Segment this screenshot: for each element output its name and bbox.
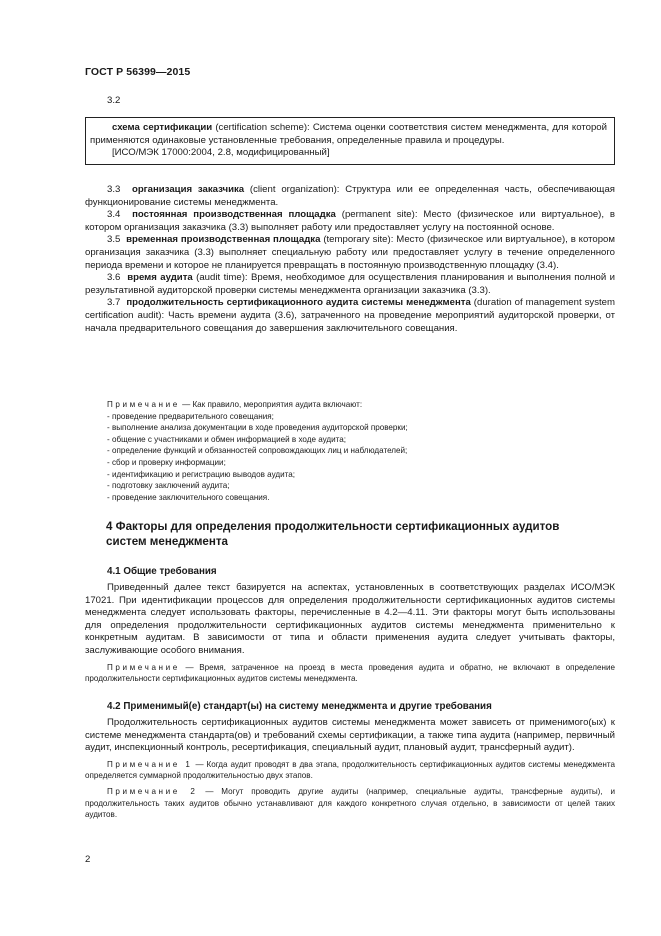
section-4-title: 4 Факторы для определения продолжительности сертификационных аудитов систем менеджмента	[106, 520, 560, 548]
term-number: 3.5	[107, 234, 121, 246]
document-header: ГОСТ Р 56399—2015	[85, 66, 191, 78]
definition-text	[90, 122, 607, 147]
note-activities	[85, 399, 615, 503]
term-3-6	[85, 272, 615, 297]
definition-box	[85, 117, 615, 165]
definition-reference: [ИСО/МЭК 17000:2004, 2.8, модифицированный]	[112, 147, 330, 159]
term-number: 3.6	[107, 272, 121, 284]
term-definition: (duration of management system certification audit): Часть времени аудита (3.6), затраченного на проведение мероприятий аудиторской проверки, от начала предварительного совещания до завершения заключительного совещания.	[85, 297, 615, 334]
term-3-4	[85, 209, 615, 234]
note-text: — Время, затраченное на проезд в места проведения аудита и обратно, не включают в определение продолжительности сертификационных аудитов системы менеджмента.	[85, 662, 615, 684]
clause-3-2-number: 3.2	[107, 95, 121, 106]
term-name: продолжительность сертификационного аудита системы менеджмента	[126, 297, 471, 309]
section-4-2	[85, 700, 615, 821]
terms-list	[85, 184, 615, 335]
page-number: 2	[85, 854, 91, 865]
note-list-item: - общение с участниками и обмен информацией в ходе аудита;	[107, 434, 347, 444]
note-text: — Могут проводить другие аудиты (например, специальные аудиты, трансферные аудиты), и продолжительность таких аудитов обычно устанавливают для каждого конкретного случая отдельно, в зависимости от целей таких аудитов.	[85, 786, 615, 820]
definition-term: схема сертификации	[112, 122, 213, 133]
section-4-1-heading: 4.1 Общие требования	[107, 566, 217, 577]
clause-3-2-number-block	[85, 95, 615, 108]
term-definition: (client organization): Структура или ее определенная часть, обеспечивающая функционирование системы менеджмента.	[85, 184, 615, 208]
term-3-3	[85, 184, 615, 209]
term-definition: (temporary site): Место (физическое или виртуальное), в котором организация заказчика (3.3) выполняет специальную работу или предоставляет услугу в течение определенного периода времени и которое не планируется превращать в постоянную производственную площадку (3.4).	[85, 234, 615, 271]
note-list-item: - сбор и проверку информации;	[107, 457, 226, 467]
term-name: время аудита	[127, 272, 193, 284]
note-label: Примечание	[107, 400, 180, 409]
term-3-5	[85, 234, 615, 272]
term-3-7	[85, 297, 615, 335]
section-4-2-text: Продолжительность сертификационных аудитов системы менеджмента может зависеть от применимого(ых) к системе менеджмента стандарта(ов) и требований схемы сертификации, а также типа аудита (например, первичный аудит, инспекционный контроль, ресертификация, специальный аудит, плановый аудит, трансферный аудит).	[85, 717, 615, 754]
term-number: 3.4	[107, 209, 121, 221]
note-label: Примечание 1	[107, 759, 193, 769]
note-list-item: - подготовку заключений аудита;	[107, 481, 230, 491]
note-label: Примечание 2	[107, 786, 198, 796]
term-definition: (permanent site): Место (физическое или виртуальное), в котором организация заказчика (3.3) выполняет работу или предоставляет услугу на постоянной основе.	[85, 209, 615, 233]
note-label: Примечание	[107, 662, 180, 672]
note-text: — Когда аудит проводят в два этапа, продолжительность сертификационных аудитов системы менеджмента определяется суммарной продолжительностью двух этапов.	[85, 759, 615, 781]
note-list-item: - проведение предварительного совещания;	[107, 411, 274, 421]
section-4-1-note	[85, 662, 615, 685]
note-list-item: - определение функций и обязанностей сопровождающих лиц и наблюдателей;	[107, 446, 408, 456]
term-name: организация заказчика	[131, 184, 245, 195]
definition-body: (certification scheme): Система оценки соответствия систем менеджмента, для которой применяются одинаковые установленные требования, определенные правила и процедуры.	[90, 122, 607, 146]
term-number: 3.7	[107, 297, 121, 309]
section-4-1-text: Приведенный далее текст базируется на аспектах, установленных в соответствующих разделах ИСО/МЭК 17021. При идентификации процессов для определения продолжительности сертификационных аудитов системы менеджмента следует использовать факторы, перечисленные в 4.2—4.11. Эти факторы могут быть использованы для определения продолжительности сертификационных аудитов системы менеджмента применительно к конкретным аудитам. В зависимости от типа и области применения аудита следует учитывать факторы, заслуживающие особого внимания.	[85, 582, 615, 656]
section-4-2-note-2	[85, 786, 615, 821]
section-4-2-note-1	[85, 759, 615, 782]
note-intro-text: — Как правило, мероприятия аудита включают:	[179, 400, 363, 409]
note-intro	[85, 399, 615, 411]
term-name: постоянная производственная площадка	[132, 209, 336, 221]
note-list-item: - идентификацию и регистрацию выводов аудита;	[107, 469, 295, 479]
term-number: 3.3	[107, 184, 121, 195]
term-name: временная производственная площадка	[126, 234, 321, 246]
section-4-1	[85, 565, 615, 685]
note-list-item: - проведение заключительного совещания.	[107, 492, 270, 502]
term-definition: (audit time): Время, необходимое для осуществления планирования и выполнения полной и результативной аудиторской проверки системы менеджмента организации заказчика (3.3).	[85, 272, 615, 296]
note-list-item: - выполнение анализа документации в ходе проведения аудиторской проверки;	[107, 423, 408, 433]
section-4-2-heading: 4.2 Применимый(е) стандарт(ы) на систему менеджмента и другие требования	[107, 701, 492, 712]
